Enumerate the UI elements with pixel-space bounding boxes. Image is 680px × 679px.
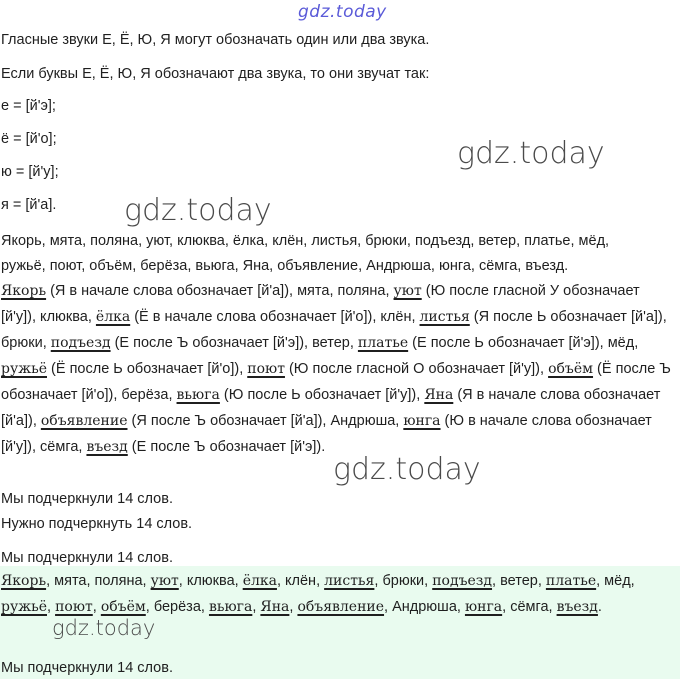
underlined-word: уют [150,573,179,589]
summary: Мы подчеркнули 14 слов. [1,550,173,566]
watermark: gdz.today [333,452,481,487]
rule-e: е = [й'э]; [1,98,56,114]
underlined-word: платье [545,573,597,589]
text-segment: (Я после Ъ обозначает [й'а]), Андрюша, [127,413,404,429]
underlined-word: вьюга [208,599,253,615]
underlined-word: въезд [556,599,598,615]
summary: Нужно подчеркнуть 14 слов. [1,516,193,532]
text-segment: (Ю в начале слова обозначает [й'у]), сёмга, [1,413,652,455]
text-segment: , сёмга, [502,599,557,615]
underlined-word: въезд [86,439,128,455]
explained-answer [1,278,677,460]
watermark: gdz.today [52,616,156,640]
text-segment: (Я после Ь обозначает [й'а]), брюки, [1,309,667,351]
underlined-word: объём [548,361,594,377]
text-segment: (Ё после Ь обозначает [й'о]), [47,361,248,377]
rule-ya: я = [й'а]. [1,197,57,213]
underlined-word: листья [419,309,470,325]
text-segment: , клюква, [178,573,243,589]
text-segment: , [289,599,298,615]
text-segment: , брюки, [374,573,433,589]
underlined-word: подъезд [432,573,493,589]
underlined-word: платье [357,335,409,351]
text-segment: (Ю после гласной У обозначает [й'у]), клюква, [1,283,640,325]
underlined-word: Яна [424,387,454,403]
text-segment: . [597,599,602,615]
rule-text: Если буквы Е, Ё, Ю, Я обозначают два звука, то они звучат так: [1,66,430,82]
text-segment: (Я в начале слова обозначает [й'а]), мята, поляна, [46,283,394,299]
word-list: ружьё, поют, объём, берёза, вьюга, Яна, объявление, Андрюша, юнга, сёмга, въезд. [1,258,569,274]
underlined-word: ёлка [242,573,277,589]
underlined-word: объём [100,599,146,615]
watermark: gdz.today [124,193,272,228]
text-segment: (Е после Ь обозначает [й'э]), мёд, [408,335,639,351]
underlined-word: Якорь [1,283,47,299]
rule-yu: ю = [й'у]; [1,164,59,180]
underlined-word: уют [393,283,422,299]
text-segment: , [92,599,101,615]
text-segment: , [47,599,56,615]
underlined-word: Якорь [1,573,47,589]
underlined-word: ружьё [1,599,47,615]
word-list: Якорь, мята, поляна, уют, клюква, ёлка, клён, листья, брюки, подъезд, ветер, платье, мёд, [1,233,610,249]
underlined-word: объявление [40,413,128,429]
text-segment: (Ё в начале слова обозначает [й'о]), клён, [130,309,420,325]
underlined-word: вьюга [176,387,220,403]
text-segment: , Андрюша, [384,599,465,615]
underlined-word: поют [55,599,93,615]
underlined-word: листья [324,573,375,589]
text-segment: (Ё после Ъ обозначает [й'о]), берёза, [1,361,671,403]
summary: Мы подчеркнули 14 слов. [1,660,173,676]
underlined-word: ружьё [1,361,47,377]
text-segment: (Е после Ъ обозначает [й'э]), ветер, [110,335,358,351]
underlined-word: подъезд [50,335,111,351]
rule-yo: ё = [й'о]; [1,131,57,147]
underlined-word: объявление [297,599,385,615]
text-segment: , клён, [276,573,325,589]
text-segment: , мёд, [596,573,635,589]
underlined-word: ёлка [95,309,131,325]
text-segment: (Ю после Ь обозначает [й'у]), [219,387,425,403]
underlined-word: юнга [464,599,503,615]
watermark: gdz.today [457,136,605,171]
text-segment: (Я в начале слова обозначает [й'а]), [1,387,661,429]
underlined-word: поют [247,361,285,377]
text-segment: , мята, поляна, [46,573,151,589]
underlined-word: юнга [403,413,441,429]
watermark-top: gdz.today [298,2,387,22]
text-segment: (Ю после гласной О обозначает [й'у]), [284,361,549,377]
final-answer [1,568,677,620]
summary: Мы подчеркнули 14 слов. [1,491,173,507]
underlined-word: Яна [260,599,290,615]
text-segment: , [252,599,261,615]
text-segment: (Е после Ъ обозначает [й'э]). [127,439,326,455]
text-segment: , берёза, [145,599,209,615]
rule-text: Гласные звуки Е, Ё, Ю, Я могут обозначать один или два звука. [1,32,430,48]
text-segment: , ветер, [492,573,546,589]
